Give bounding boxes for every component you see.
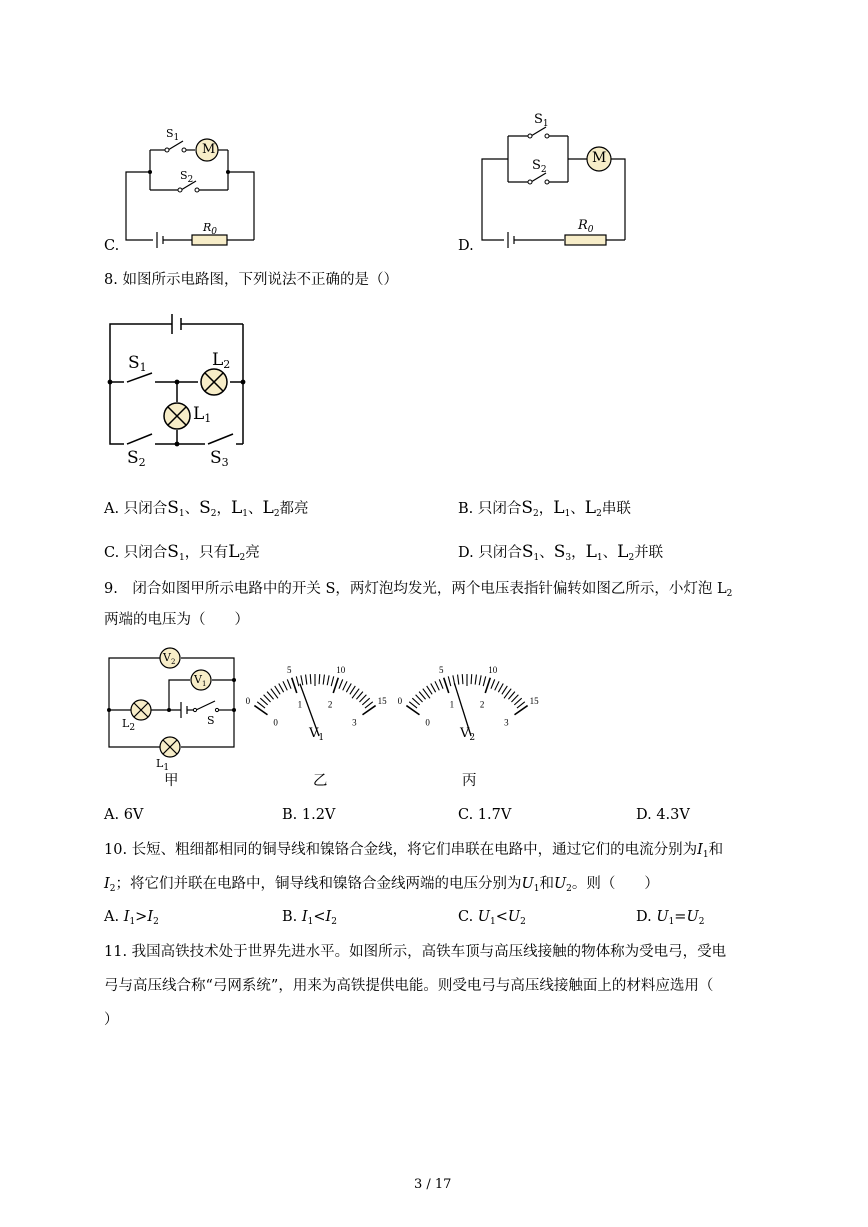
meter-bing-label: $V_2$ — [460, 726, 476, 743]
q10-line2: $I_2$；将它们并联在电路中，铜导线和镍铬合金线两端的电压分别为$U_1$和$U_2$。则（ ） — [104, 876, 659, 894]
q8-stem: 8. 如图所示电路图，下列说法不正确的是（） — [104, 272, 398, 288]
caption-jia: 甲 — [164, 773, 179, 789]
meter-yi-label: $V_1$ — [309, 726, 325, 743]
scale-label-low: 3 — [352, 717, 357, 728]
scale-tick — [412, 698, 419, 705]
scale-tick — [517, 702, 525, 708]
q9-stem-line2: 两端的电压为（ ） — [104, 612, 249, 628]
q9-option-b: B. 1.2V — [282, 807, 336, 823]
q9-l1-label: $L_1$ — [156, 757, 170, 773]
scale-tick — [448, 676, 451, 686]
scale-label-low: 1 — [297, 699, 303, 710]
scale-tick — [416, 695, 423, 702]
scale-tick — [491, 679, 495, 688]
scale-tick — [475, 675, 476, 685]
scale-tick — [495, 681, 499, 690]
q8-option-b: B. 只闭合$S_2$，$L_1$、$L_2$串联 — [458, 498, 631, 519]
q9-v1-symbol: $V_1$ — [194, 673, 207, 688]
q9-stem-line1: 9. 闭合如图甲所示电路中的开关 S，两灯泡均发光，两个电压表指针偏转如图乙所示，小灯泡 $L_2$ — [104, 581, 733, 599]
q9-option-a: A. 6V — [104, 807, 144, 823]
scale-tick — [483, 676, 486, 686]
q7d-r0-label: $R_0$ — [578, 218, 594, 235]
scale-tick — [462, 674, 463, 684]
scale-tick — [515, 706, 528, 715]
scale-label-low: 3 — [504, 717, 509, 728]
caption-yi: 乙 — [313, 773, 328, 789]
q8-s2-label: $S_2$ — [127, 448, 146, 469]
q8-option-c: C. 只闭合$S_1$，只有$L_2$亮 — [104, 542, 260, 563]
q10-line1: 10. 长短、粗细都相同的铜导线和镍铬合金线，将它们串联在电路中，通过它们的电流分别为$I_1$和 — [104, 842, 724, 860]
scale-tick — [479, 675, 481, 685]
scale-tick — [514, 698, 521, 705]
scale-label-low: 1 — [449, 699, 455, 710]
scale-tick — [508, 692, 514, 700]
scale-tick — [511, 695, 518, 702]
scale-tick — [444, 678, 449, 693]
q10-option-d: D. $U_1=U_2$ — [636, 909, 705, 927]
q9-option-d: D. 4.3V — [636, 807, 690, 823]
q7d-s2-label: $S_2$ — [532, 158, 547, 175]
scale-label-high: 15 — [529, 695, 539, 706]
q8-s3-label: $S_3$ — [210, 448, 229, 469]
scale-label-low: 0 — [273, 717, 278, 728]
scale-label-high: 10 — [488, 665, 498, 676]
q11-line2: 弓与高压线合称“弓网系统”，用来为高铁提供电能。则受电弓与高压线接触面上的材料应选用（ — [104, 978, 714, 994]
q9-option-c: C. 1.7V — [458, 807, 512, 823]
scale-tick — [439, 679, 443, 688]
q7d-motor-label: M — [592, 150, 607, 166]
q10-option-b: B. $I_1<I_2$ — [282, 909, 337, 927]
q8-l2-label: $L_2$ — [212, 350, 231, 371]
q11-line3: ） — [104, 1012, 119, 1028]
caption-bing: 丙 — [462, 773, 477, 789]
scale-tick — [485, 678, 490, 693]
scale-label-high: 0 — [397, 695, 403, 706]
scale-label-low: 2 — [479, 699, 485, 710]
q8-l1-label: $L_1$ — [193, 404, 212, 425]
q7c-r0-label: $R_0$ — [203, 221, 218, 237]
q8-option-a: A. 只闭合$S_1$、$S_2$，$L_1$、$L_2$都亮 — [104, 498, 309, 519]
q11-line1: 11. 我国高铁技术处于世界先进水平。如图所示，高铁车顶与高压线接触的物体称为受电弓，受电 — [104, 944, 727, 960]
scale-label-high: 10 — [336, 665, 346, 676]
scale-tick — [406, 706, 419, 715]
q10-option-c: C. $U_1<U_2$ — [458, 909, 526, 927]
q9-v2-symbol: $V_2$ — [163, 651, 176, 666]
scale-label-low: 0 — [425, 717, 430, 728]
page-number: 3 / 17 — [414, 1177, 452, 1192]
scale-tick — [427, 686, 432, 694]
scale-tick — [431, 683, 436, 692]
scale-label-high: 5 — [286, 665, 292, 676]
q7d-s1-label: $S_1$ — [534, 112, 549, 129]
scale-label-low: 2 — [327, 699, 333, 710]
scale-tick — [498, 683, 503, 692]
q7-option-d-label: D. — [458, 238, 474, 254]
q7c-s2-label: $S_2$ — [180, 169, 194, 185]
q8-s1-label: $S_1$ — [128, 353, 147, 374]
q7c-motor-label: M — [202, 142, 216, 157]
scale-tick — [471, 674, 472, 684]
scale-tick — [458, 675, 459, 685]
scale-label-high: 15 — [377, 695, 387, 706]
q7c-s1-label: $S_1$ — [166, 127, 180, 143]
q9-l2-label: $L_2$ — [122, 717, 136, 733]
scale-tick — [409, 702, 417, 708]
q7-option-c-label: C. — [104, 238, 120, 254]
q9-s-label: S — [207, 714, 215, 727]
scale-tick — [435, 681, 439, 690]
scale-label-high: 5 — [438, 665, 444, 676]
scale-tick — [502, 686, 507, 694]
scale-label-high: 0 — [245, 695, 251, 706]
q10-option-a: A. $I_1>I_2$ — [104, 909, 159, 927]
scale-tick — [419, 692, 425, 700]
q8-option-d: D. 只闭合$S_1$、$S_3$，$L_1$、$L_2$并联 — [458, 542, 664, 563]
